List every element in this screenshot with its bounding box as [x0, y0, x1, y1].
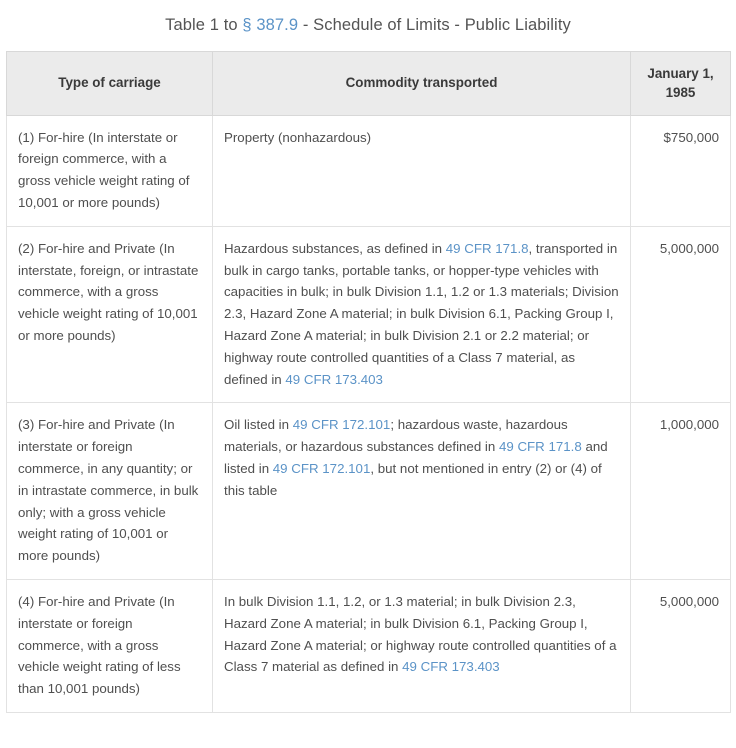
table-header [7, 51, 731, 115]
cfr-reference-link[interactable]: 49 CFR 173.403 [402, 659, 500, 675]
cell-limit-amount: $750,000 [631, 115, 731, 226]
cell-type-of-carriage: (3) For-hire and Private (In interstate or foreign commerce, in any quantity; or in intrastate commerce, in bulk only; with a gross vehicle weight rating of 10,001 or more pounds) [7, 403, 213, 580]
column-header-date: January 1, 1985 [631, 51, 731, 115]
commodity-text: , transported in bulk in cargo tanks, portable tanks, or hopper-type vehicles with capacities in bulk; in bulk Division 1.1, 1.2 or 1.3 materials; Division 2.3, Hazard Zone A material; in bulk Division 6.1, Packing Group I, Hazard Zone A material; in bulk Division 2.1 or 2.2 material; or highway route controlled quantities of a Class 7 material, as defined in [224, 240, 619, 387]
cell-type-of-carriage: (2) For-hire and Private (In interstate, foreign, or intrastate commerce, with a gross vehicle weight rating of 10,001 or more pounds) [7, 226, 213, 403]
table-title-prefix: Table 1 to [165, 16, 243, 34]
cell-type-of-carriage: (4) For-hire and Private (In interstate or foreign commerce, with a gross vehicle weight rating of less than 10,001 pounds) [7, 579, 213, 712]
cell-commodity-transported [213, 403, 631, 580]
cell-commodity-transported [213, 579, 631, 712]
cfr-reference-link[interactable]: 49 CFR 172.101 [272, 460, 371, 476]
cell-limit-amount: 5,000,000 [631, 579, 731, 712]
commodity-text: Oil listed in [224, 417, 293, 433]
commodity-text: Hazardous substances, as defined in [224, 240, 446, 256]
cell-commodity-transported [213, 115, 631, 226]
cfr-reference-link[interactable]: 49 CFR 171.8 [445, 240, 529, 256]
header-row [7, 51, 731, 115]
schedule-of-limits-table [6, 51, 731, 713]
table-row [7, 115, 731, 226]
section-387-9-link[interactable]: § 387.9 [242, 16, 299, 34]
table-row [7, 403, 731, 580]
table-body [7, 115, 731, 712]
commodity-text: ; hazardous waste, hazardous materials, or hazardous substances defined in [224, 417, 568, 455]
table-row [7, 226, 731, 403]
commodity-text: , but not mentioned in entry (2) or (4) of this table [224, 460, 602, 498]
cell-limit-amount: 1,000,000 [631, 403, 731, 580]
cell-type-of-carriage: (1) For-hire (In interstate or foreign commerce, with a gross vehicle weight rating of 10,001 or more pounds) [7, 115, 213, 226]
commodity-text: Property (nonhazardous) [224, 129, 372, 145]
table-title [0, 0, 736, 38]
column-header-type-of-carriage: Type of carriage [7, 51, 213, 115]
commodity-text: In bulk Division 1.1, 1.2, or 1.3 material; in bulk Division 2.3, Hazard Zone A material; in bulk Division 6.1, Packing Group I, Hazard Zone A material; or highway route controlled quantities of a Class 7 material as defined in [224, 593, 617, 675]
cfr-reference-link[interactable]: 49 CFR 173.403 [285, 371, 383, 387]
table-row [7, 579, 731, 712]
cfr-reference-link[interactable]: 49 CFR 171.8 [498, 439, 582, 455]
commodity-text: and listed in [224, 439, 608, 476]
cell-commodity-transported [213, 226, 631, 403]
column-header-commodity-transported: Commodity transported [213, 51, 631, 115]
cell-limit-amount: 5,000,000 [631, 226, 731, 403]
cfr-reference-link[interactable]: 49 CFR 172.101 [292, 417, 391, 433]
limits-table-container [6, 51, 730, 713]
table-title-suffix: - Schedule of Limits - Public Liability [298, 16, 571, 34]
